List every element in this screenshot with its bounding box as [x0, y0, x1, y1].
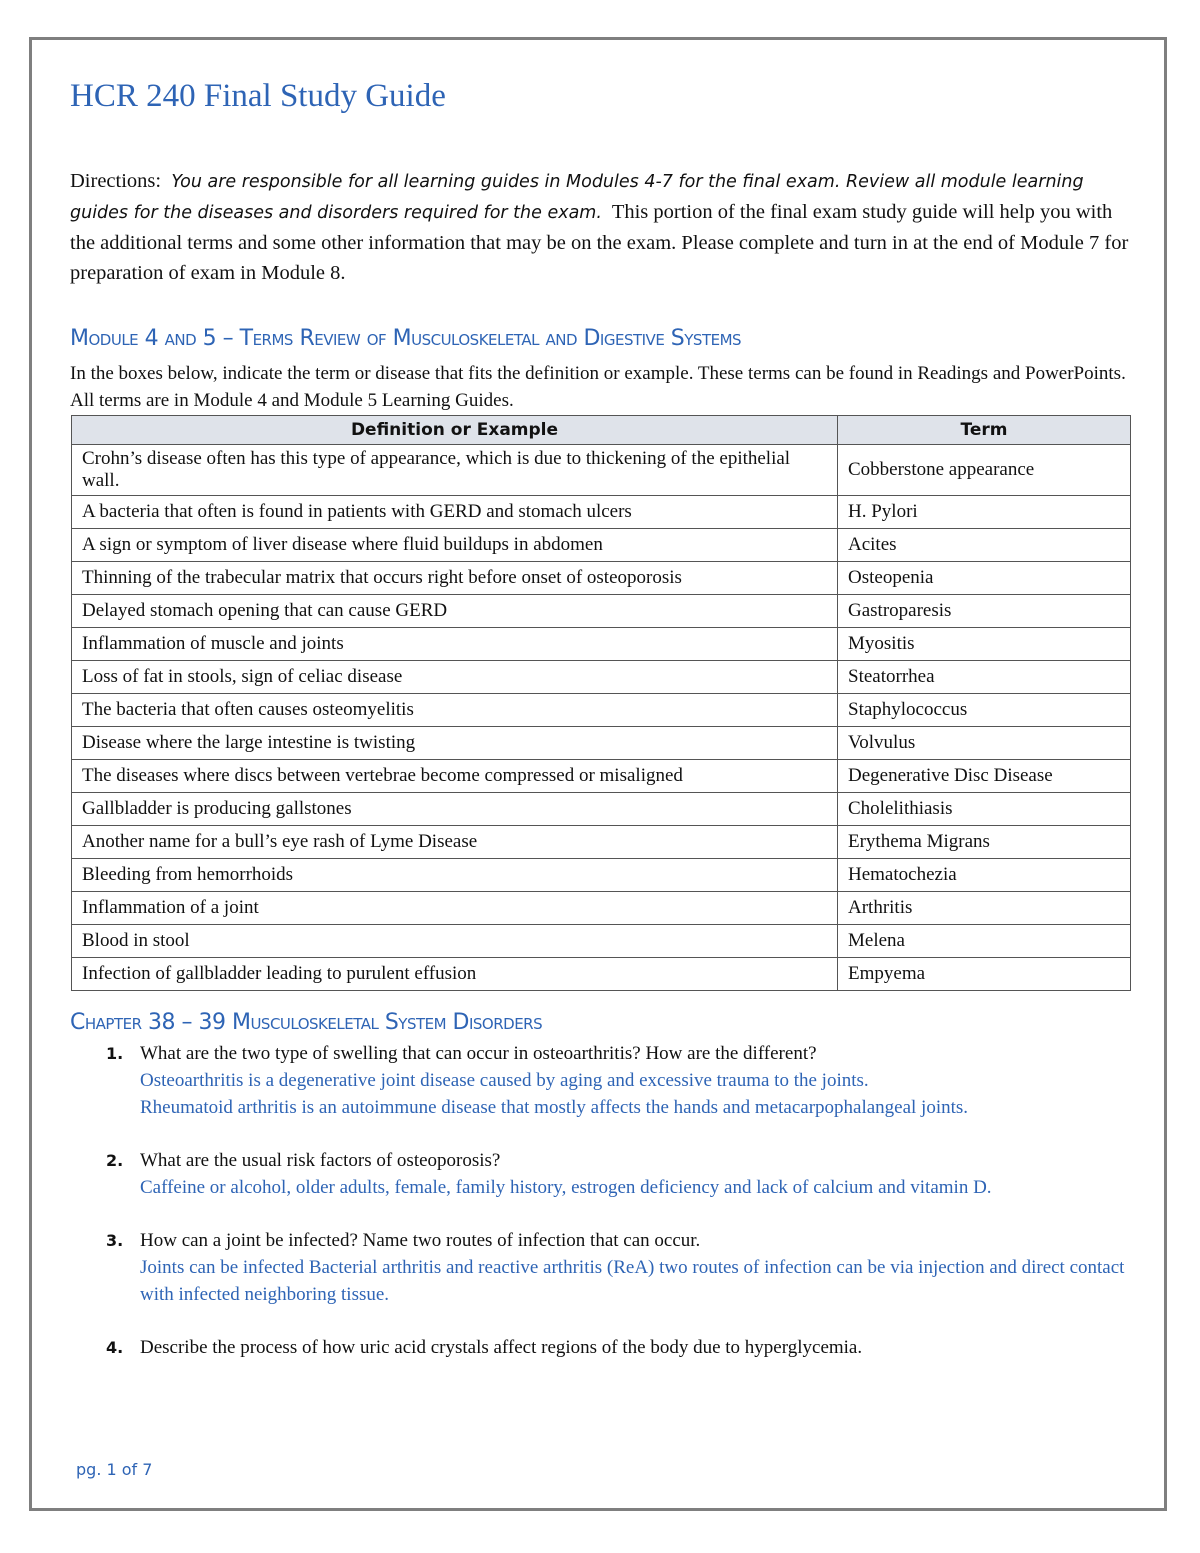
- question-text: What are the two type of swelling that can occur in osteoarthritis? How are the different?: [140, 1043, 817, 1064]
- definition-cell: Crohn’s disease often has this type of appearance, which is due to thickening of the epithelial wall.: [72, 445, 838, 496]
- definition-cell: Disease where the large intestine is twisting: [72, 727, 838, 760]
- definition-cell: Thinning of the trabecular matrix that occurs right before onset of osteoporosis: [72, 562, 838, 595]
- question-item: [70, 1227, 1130, 1308]
- term-cell[interactable]: Staphylococcus: [838, 694, 1131, 727]
- definition-cell: The bacteria that often causes osteomyelitis: [72, 694, 838, 727]
- definition-cell: Gallbladder is producing gallstones: [72, 793, 838, 826]
- definition-cell: The diseases where discs between vertebrae become compressed or misaligned: [72, 760, 838, 793]
- term-cell[interactable]: Gastroparesis: [838, 595, 1131, 628]
- term-cell[interactable]: Degenerative Disc Disease: [838, 760, 1131, 793]
- question-number: 4.: [106, 1338, 124, 1357]
- term-cell[interactable]: Volvulus: [838, 727, 1131, 760]
- term-cell[interactable]: Melena: [838, 925, 1131, 958]
- term-cell[interactable]: Empyema: [838, 958, 1131, 991]
- term-cell[interactable]: Myositis: [838, 628, 1131, 661]
- directions-label: Directions:: [70, 170, 162, 192]
- table-header-row: [72, 416, 1131, 445]
- term-cell[interactable]: Hematochezia: [838, 859, 1131, 892]
- definition-cell: Loss of fat in stools, sign of celiac disease: [72, 661, 838, 694]
- question-list: [70, 1040, 1130, 1361]
- term-cell[interactable]: Cobberstone appearance: [838, 445, 1131, 496]
- table-row: [72, 958, 1131, 991]
- directions-emphasis: You are responsible for all learning guides in Modules 4-7 for the final exam. Review all module learning guides for the diseases and disorders required for the exam.: [70, 172, 1084, 223]
- definition-cell: Blood in stool: [72, 925, 838, 958]
- definition-cell: Infection of gallbladder leading to purulent effusion: [72, 958, 838, 991]
- table-row: [72, 760, 1131, 793]
- question-item: [70, 1147, 1130, 1201]
- definition-cell: Another name for a bull’s eye rash of Lyme Disease: [72, 826, 838, 859]
- answer-text[interactable]: Caffeine or alcohol, older adults, female, family history, estrogen deficiency and lack of calcium and vitamin D.: [140, 1177, 992, 1198]
- table-row: [72, 892, 1131, 925]
- answer-text[interactable]: Osteoarthritis is a degenerative joint disease caused by aging and excessive trauma to the joints.: [140, 1070, 869, 1091]
- table-row: [72, 727, 1131, 760]
- directions-paragraph: [70, 166, 1130, 288]
- answer-text[interactable]: Joints can be infected Bacterial arthritis and reactive arthritis (ReA) two routes of infection can be via injection and direct contact with infected neighboring tissue.: [140, 1257, 1125, 1305]
- section-heading-terms-review: Module 4 and 5 – Terms Review of Musculoskeletal and Digestive Systems: [70, 326, 742, 351]
- question-text: Describe the process of how uric acid crystals affect regions of the body due to hyperglycemia.: [140, 1337, 863, 1358]
- terms-table-body: [72, 445, 1131, 991]
- column-header-term: Term: [838, 416, 1131, 445]
- definition-cell: Bleeding from hemorrhoids: [72, 859, 838, 892]
- definition-cell: Inflammation of muscle and joints: [72, 628, 838, 661]
- term-cell[interactable]: Steatorrhea: [838, 661, 1131, 694]
- question-text: What are the usual risk factors of osteoporosis?: [140, 1150, 501, 1171]
- table-row: [72, 661, 1131, 694]
- definition-cell: Inflammation of a joint: [72, 892, 838, 925]
- table-row: [72, 562, 1131, 595]
- term-cell[interactable]: Cholelithiasis: [838, 793, 1131, 826]
- term-cell[interactable]: Arthritis: [838, 892, 1131, 925]
- answer-text[interactable]: Rheumatoid arthritis is an autoimmune disease that mostly affects the hands and metacarpophalangeal joints.: [140, 1097, 969, 1118]
- question-item: [70, 1040, 1130, 1121]
- definition-cell: Delayed stomach opening that can cause GERD: [72, 595, 838, 628]
- section-heading-musculoskeletal-disorders: Chapter 38 – 39 Musculoskeletal System Disorders: [70, 1010, 543, 1035]
- question-item: [70, 1334, 1130, 1361]
- table-row: [72, 595, 1131, 628]
- page-number: pg. 1 of 7: [76, 1460, 153, 1479]
- term-cell[interactable]: Osteopenia: [838, 562, 1131, 595]
- table-row: [72, 793, 1131, 826]
- table-row: [72, 496, 1131, 529]
- term-cell[interactable]: Acites: [838, 529, 1131, 562]
- table-row: [72, 826, 1131, 859]
- question-number: 1.: [106, 1044, 124, 1063]
- table-row: [72, 445, 1131, 496]
- table-row: [72, 694, 1131, 727]
- column-header-definition: Definition or Example: [72, 416, 838, 445]
- page-title: HCR 240 Final Study Guide: [70, 78, 446, 114]
- term-cell[interactable]: H. Pylori: [838, 496, 1131, 529]
- table-row: [72, 628, 1131, 661]
- question-number: 2.: [106, 1151, 124, 1170]
- question-text: How can a joint be infected? Name two routes of infection that can occur.: [140, 1230, 701, 1251]
- table-row: [72, 925, 1131, 958]
- directions-text: This portion of the final exam study guide will help you with the additional terms and some other information that may be on the exam. Please complete and turn in at the end of Module 7 for preparation of exam in Module 8.: [70, 201, 1129, 284]
- table-row: [72, 859, 1131, 892]
- term-cell[interactable]: Erythema Migrans: [838, 826, 1131, 859]
- definition-cell: A bacteria that often is found in patients with GERD and stomach ulcers: [72, 496, 838, 529]
- table-row: [72, 529, 1131, 562]
- definition-cell: A sign or symptom of liver disease where fluid buildups in abdomen: [72, 529, 838, 562]
- question-number: 3.: [106, 1231, 124, 1250]
- terms-table: [71, 415, 1131, 991]
- section-intro: In the boxes below, indicate the term or disease that fits the definition or example. These terms can be found in Readings and PowerPoints. All terms are in Module 4 and Module 5 Learning Guides.: [70, 363, 1126, 411]
